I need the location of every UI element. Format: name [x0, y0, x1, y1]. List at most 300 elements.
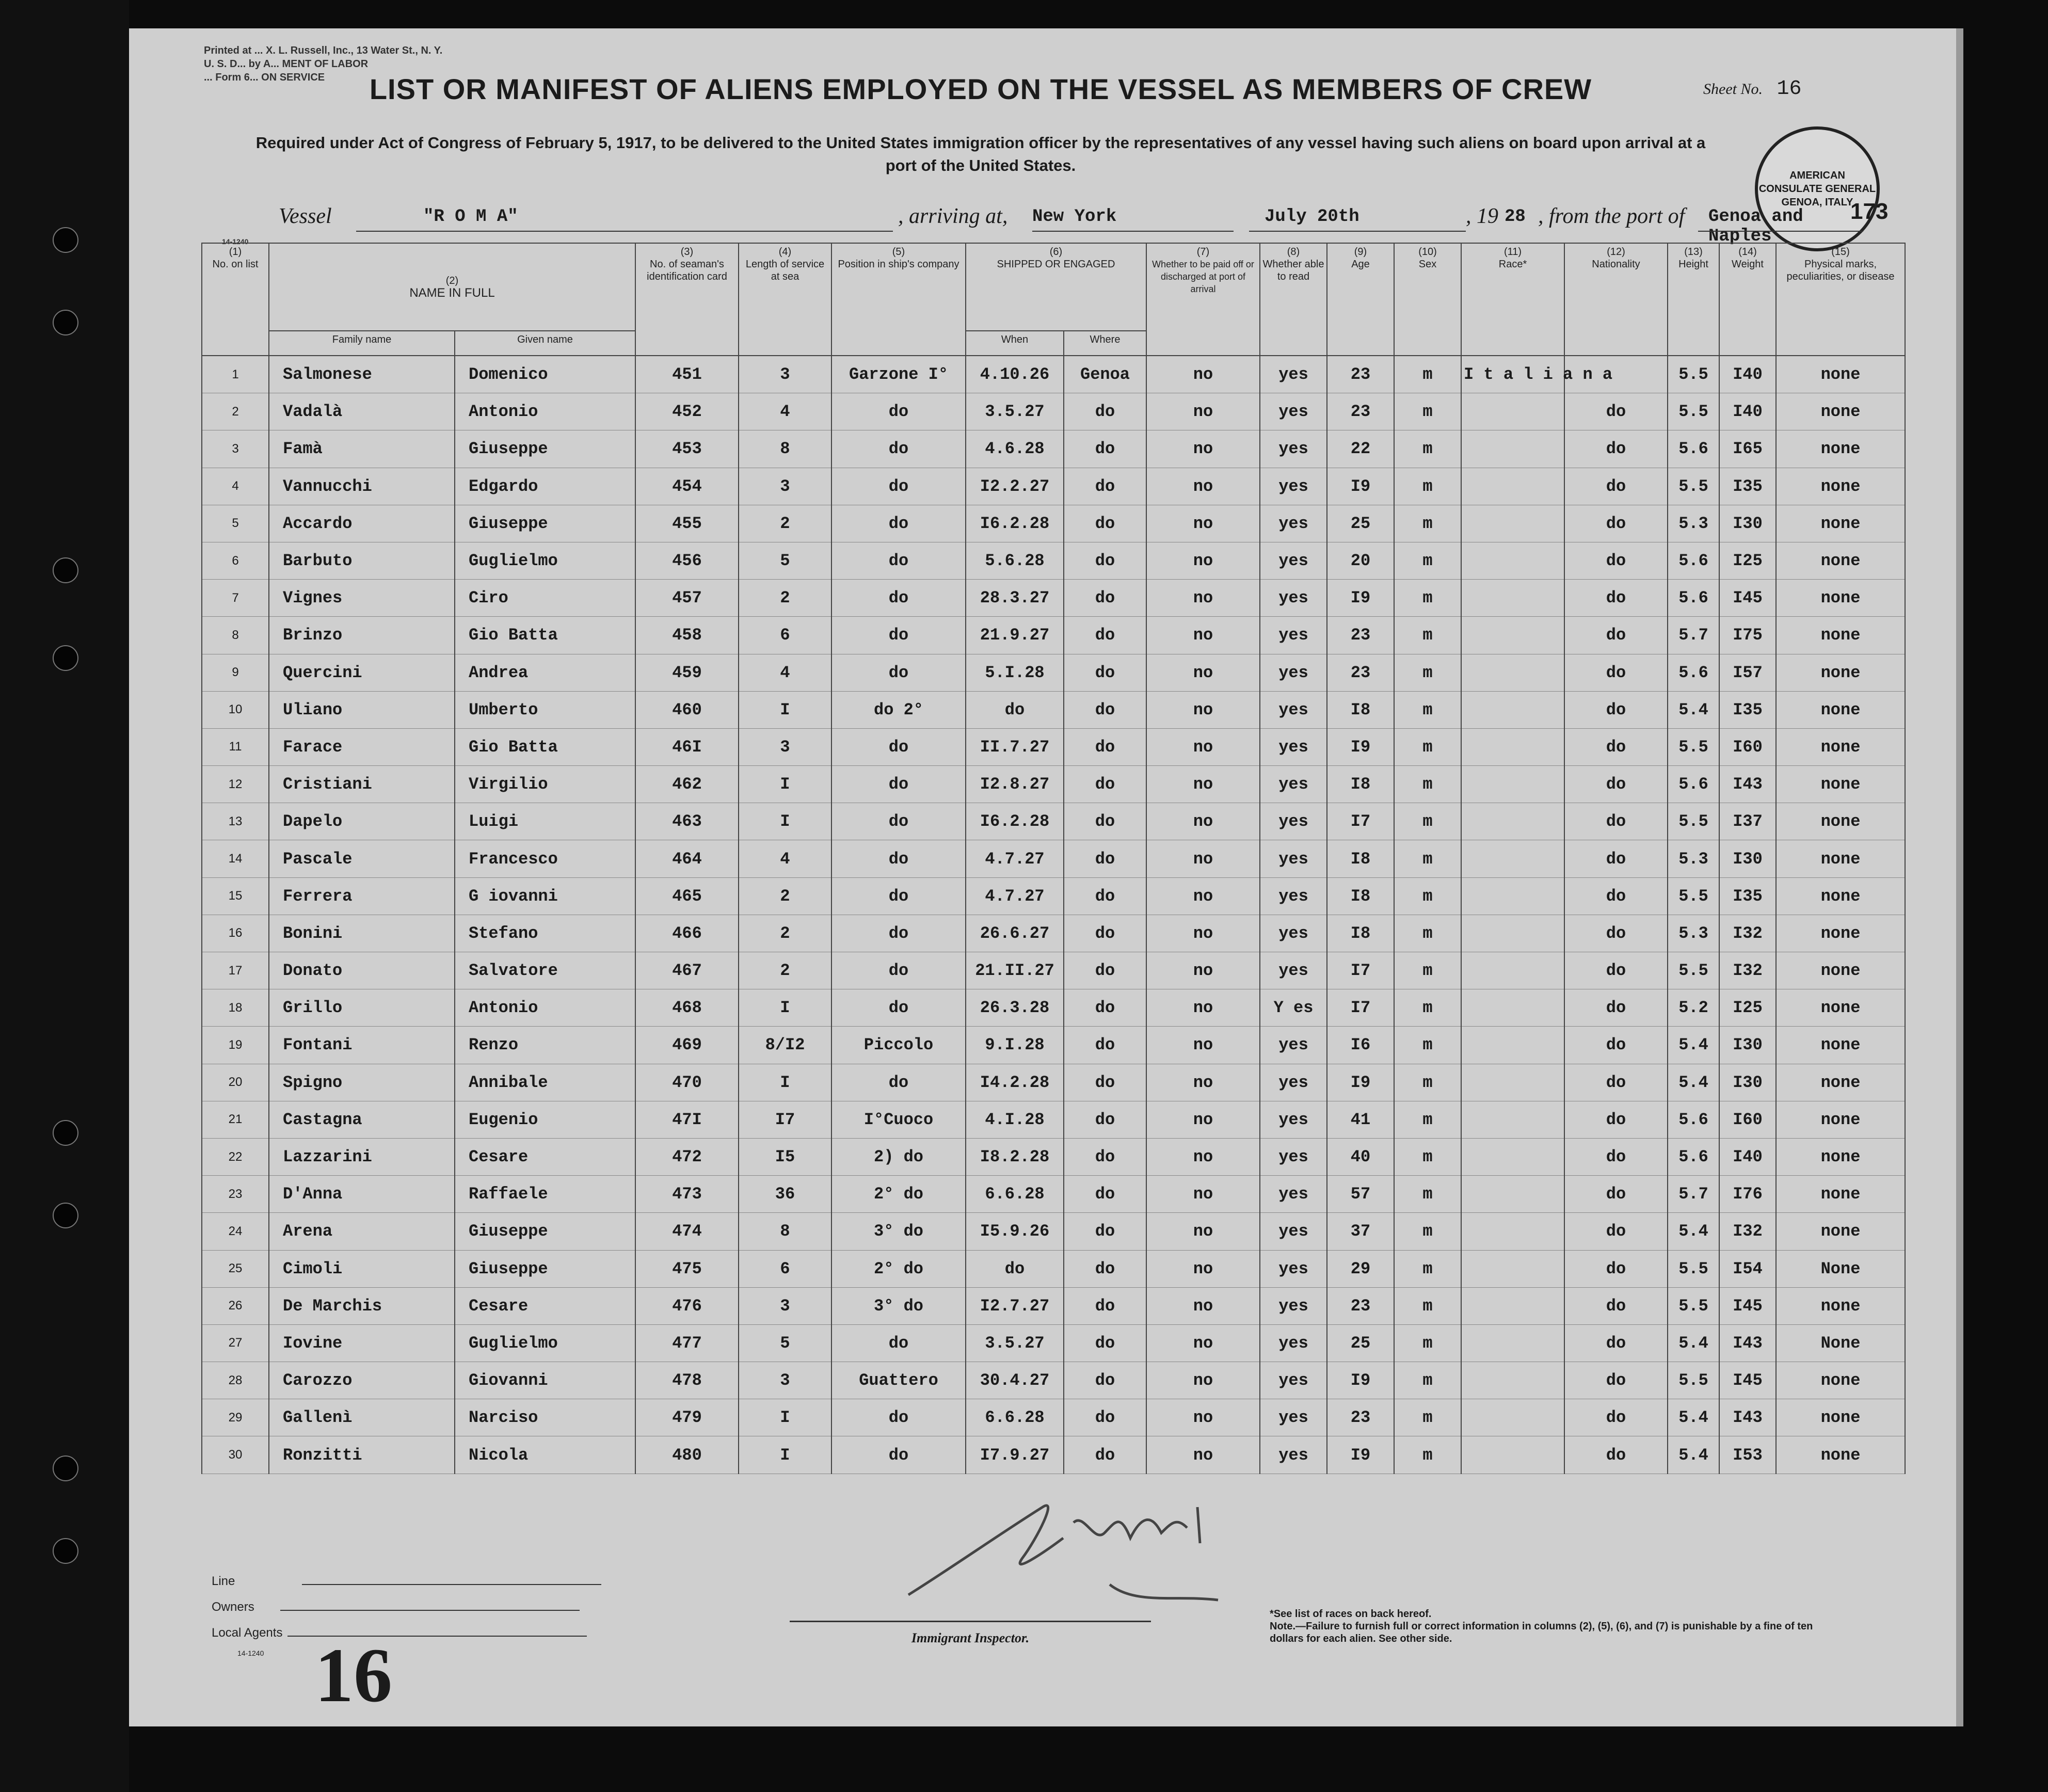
- col-family-header: Family name: [269, 331, 455, 356]
- card-number: 464: [635, 840, 739, 877]
- service-length: I: [739, 766, 831, 803]
- col-no-header: (1) No. on list: [202, 243, 269, 356]
- nationality: do: [1564, 1399, 1668, 1436]
- height: 5.6: [1668, 1101, 1719, 1138]
- height: 5.5: [1668, 952, 1719, 989]
- shipped-where: do: [1064, 1176, 1146, 1213]
- family-name: Arena: [269, 1213, 455, 1250]
- col-service-header: (4) Length of service at sea: [739, 243, 831, 356]
- nationality: do: [1564, 468, 1668, 505]
- race: [1461, 877, 1564, 915]
- service-length: I: [739, 1399, 831, 1436]
- crew-row: [202, 1064, 1905, 1101]
- service-length: 3: [739, 728, 831, 765]
- service-length: 5: [739, 542, 831, 579]
- nationality: do: [1564, 1138, 1668, 1175]
- card-number: 459: [635, 654, 739, 691]
- binder-edge: [0, 0, 129, 1792]
- given-name: Stefano: [455, 915, 635, 952]
- shipped-when: 28.3.27: [966, 580, 1064, 617]
- shipped-when: II.7.27: [966, 728, 1064, 765]
- paid-off: no: [1146, 1027, 1260, 1064]
- physical-marks: none: [1776, 1287, 1905, 1324]
- shipped-when: do: [966, 691, 1064, 728]
- shipped-where: do: [1064, 580, 1146, 617]
- sex: m: [1394, 1213, 1461, 1250]
- able-to-read: yes: [1260, 1287, 1327, 1324]
- nationality: do: [1564, 580, 1668, 617]
- nationality: do: [1564, 1101, 1668, 1138]
- family-name: Accardo: [269, 505, 455, 542]
- nationality: do: [1564, 1176, 1668, 1213]
- physical-marks: none: [1776, 1064, 1905, 1101]
- shipped-when: do: [966, 1250, 1064, 1287]
- weight: I76: [1719, 1176, 1776, 1213]
- crew-row: [202, 1138, 1905, 1175]
- shipped-when: 3.5.27: [966, 393, 1064, 430]
- height: 5.4: [1668, 1027, 1719, 1064]
- shipped-where: do: [1064, 1287, 1146, 1324]
- age: I9: [1327, 728, 1394, 765]
- family-name: Salmonese: [269, 356, 455, 393]
- service-length: 4: [739, 840, 831, 877]
- family-name: Barbuto: [269, 542, 455, 579]
- shipped-where: do: [1064, 840, 1146, 877]
- given-name: Raffaele: [455, 1176, 635, 1213]
- service-length: I7: [739, 1101, 831, 1138]
- age: I7: [1327, 803, 1394, 840]
- given-name: Giuseppe: [455, 430, 635, 468]
- shipped-when: I6.2.28: [966, 505, 1064, 542]
- physical-marks: none: [1776, 505, 1905, 542]
- weight: I30: [1719, 505, 1776, 542]
- department-line: U. S. D... by A... MENT OF LABOR: [204, 58, 369, 70]
- nationality: do: [1564, 766, 1668, 803]
- service-length: I5: [739, 1138, 831, 1175]
- family-name: De Marchis: [269, 1287, 455, 1324]
- row-number: 7: [202, 580, 269, 617]
- card-number: 457: [635, 580, 739, 617]
- nationality: do: [1564, 505, 1668, 542]
- race: [1461, 1176, 1564, 1213]
- races-note: *See list of races on back hereof.: [1270, 1608, 1432, 1620]
- position: do: [831, 803, 966, 840]
- height: 5.5: [1668, 877, 1719, 915]
- row-number: 2: [202, 393, 269, 430]
- paid-off: no: [1146, 989, 1260, 1027]
- weight: I25: [1719, 542, 1776, 579]
- able-to-read: yes: [1260, 1138, 1327, 1175]
- nationality: do: [1564, 989, 1668, 1027]
- family-name: Bonini: [269, 915, 455, 952]
- sheet-number-value: 16: [1777, 77, 1802, 101]
- service-length: 8/I2: [739, 1027, 831, 1064]
- paid-off: no: [1146, 1176, 1260, 1213]
- row-number: 29: [202, 1399, 269, 1436]
- card-number: 458: [635, 617, 739, 654]
- able-to-read: yes: [1260, 1250, 1327, 1287]
- given-name: Edgardo: [455, 468, 635, 505]
- paid-off: no: [1146, 915, 1260, 952]
- position: do: [831, 728, 966, 765]
- nationality: do: [1564, 1324, 1668, 1362]
- age: 23: [1327, 654, 1394, 691]
- shipped-when: 5.6.28: [966, 542, 1064, 579]
- arriving-underline: [1032, 231, 1234, 232]
- height: 5.5: [1668, 1362, 1719, 1399]
- row-number: 30: [202, 1436, 269, 1474]
- crew-row: [202, 1027, 1905, 1064]
- paid-off: no: [1146, 430, 1260, 468]
- position: 2° do: [831, 1250, 966, 1287]
- shipped-where: do: [1064, 1399, 1146, 1436]
- crew-row: [202, 1436, 1905, 1474]
- crew-row: [202, 766, 1905, 803]
- family-name: D'Anna: [269, 1176, 455, 1213]
- nationality: do: [1564, 393, 1668, 430]
- row-number: 4: [202, 468, 269, 505]
- shipped-when: 6.6.28: [966, 1399, 1064, 1436]
- given-name: Giuseppe: [455, 1250, 635, 1287]
- vessel-underline: [356, 231, 893, 232]
- card-number: 465: [635, 877, 739, 915]
- row-number: 19: [202, 1027, 269, 1064]
- sex: m: [1394, 1362, 1461, 1399]
- race: [1461, 1324, 1564, 1362]
- sex: m: [1394, 654, 1461, 691]
- family-name: Quercini: [269, 654, 455, 691]
- given-name: Gio Batta: [455, 728, 635, 765]
- physical-marks: none: [1776, 654, 1905, 691]
- height: 5.4: [1668, 1324, 1719, 1362]
- stamp-number: 173: [1850, 199, 1889, 224]
- crew-row: [202, 580, 1905, 617]
- shipped-where: do: [1064, 1138, 1146, 1175]
- card-number: 478: [635, 1362, 739, 1399]
- sex: m: [1394, 1250, 1461, 1287]
- crew-row: [202, 1250, 1905, 1287]
- card-number: 46I: [635, 728, 739, 765]
- able-to-read: yes: [1260, 952, 1327, 989]
- row-number: 26: [202, 1287, 269, 1324]
- height: 5.3: [1668, 840, 1719, 877]
- position: 3° do: [831, 1213, 966, 1250]
- able-to-read: yes: [1260, 1213, 1327, 1250]
- row-number: 20: [202, 1064, 269, 1101]
- crew-row: [202, 430, 1905, 468]
- age: 23: [1327, 1287, 1394, 1324]
- page-title: LIST OR MANIFEST OF ALIENS EMPLOYED ON THE VESSEL AS MEMBERS OF CREW: [369, 73, 1592, 105]
- card-number: 480: [635, 1436, 739, 1474]
- able-to-read: yes: [1260, 877, 1327, 915]
- weight: I25: [1719, 989, 1776, 1027]
- paid-off: no: [1146, 877, 1260, 915]
- age: 40: [1327, 1138, 1394, 1175]
- able-to-read: yes: [1260, 803, 1327, 840]
- paid-off: no: [1146, 468, 1260, 505]
- physical-marks: none: [1776, 468, 1905, 505]
- printer-line: Printed at ... X. L. Russell, Inc., 13 Water St., N. Y.: [204, 45, 443, 56]
- vessel-label: Vessel: [279, 204, 332, 228]
- sex: m: [1394, 1027, 1461, 1064]
- shipped-when: I2.8.27: [966, 766, 1064, 803]
- shipped-when: I4.2.28: [966, 1064, 1064, 1101]
- weight: I35: [1719, 691, 1776, 728]
- from-underline: [1698, 231, 1863, 232]
- crew-row: [202, 1213, 1905, 1250]
- race: [1461, 580, 1564, 617]
- physical-marks: none: [1776, 1101, 1905, 1138]
- weight: I45: [1719, 1287, 1776, 1324]
- weight: I43: [1719, 1324, 1776, 1362]
- arriving-port: New York: [1032, 207, 1117, 227]
- paid-off: no: [1146, 1324, 1260, 1362]
- service-length: 3: [739, 1362, 831, 1399]
- nationality: do: [1564, 542, 1668, 579]
- physical-marks: none: [1776, 691, 1905, 728]
- row-number: 28: [202, 1362, 269, 1399]
- position: I°Cuoco: [831, 1101, 966, 1138]
- able-to-read: yes: [1260, 1176, 1327, 1213]
- sex: m: [1394, 430, 1461, 468]
- age: 23: [1327, 1399, 1394, 1436]
- nationality: do: [1564, 803, 1668, 840]
- weight: I54: [1719, 1250, 1776, 1287]
- race: [1461, 542, 1564, 579]
- weight: I30: [1719, 840, 1776, 877]
- sex: m: [1394, 1138, 1461, 1175]
- col-race-header: (11) Race*: [1461, 243, 1564, 356]
- nationality: do: [1564, 952, 1668, 989]
- service-length: 2: [739, 580, 831, 617]
- family-name: Uliano: [269, 691, 455, 728]
- date-underline: [1249, 231, 1466, 232]
- inspector-signature: [888, 1476, 1280, 1621]
- family-name: Castagna: [269, 1101, 455, 1138]
- sex: m: [1394, 1324, 1461, 1362]
- weight: I40: [1719, 356, 1776, 393]
- physical-marks: None: [1776, 1250, 1905, 1287]
- able-to-read: yes: [1260, 1399, 1327, 1436]
- shipped-where: do: [1064, 1027, 1146, 1064]
- given-name: Giuseppe: [455, 1213, 635, 1250]
- shipped-where: do: [1064, 691, 1146, 728]
- race: [1461, 803, 1564, 840]
- col-given-header: Given name: [455, 331, 635, 356]
- weight: I40: [1719, 1138, 1776, 1175]
- service-length: 5: [739, 1324, 831, 1362]
- vessel-name: "R O M A": [423, 207, 518, 227]
- sex: m: [1394, 356, 1461, 393]
- crew-row: [202, 840, 1905, 877]
- race: [1461, 1027, 1564, 1064]
- given-name: Antonio: [455, 393, 635, 430]
- row-number: 6: [202, 542, 269, 579]
- service-length: I: [739, 1064, 831, 1101]
- race: [1461, 617, 1564, 654]
- crew-row: [202, 1287, 1905, 1324]
- col-nationality-header: (12) Nationality: [1564, 243, 1668, 356]
- inspector-label: Immigrant Inspector.: [790, 1621, 1151, 1646]
- sheet-number-label: Sheet No.: [1703, 81, 1763, 98]
- nationality: do: [1564, 430, 1668, 468]
- weight: I53: [1719, 1436, 1776, 1474]
- shipped-when: 30.4.27: [966, 1362, 1064, 1399]
- card-number: 460: [635, 691, 739, 728]
- shipped-where: do: [1064, 468, 1146, 505]
- service-length: 6: [739, 1250, 831, 1287]
- shipped-when: 4.7.27: [966, 877, 1064, 915]
- arriving-label: , arriving at,: [898, 204, 1008, 228]
- weight: I57: [1719, 654, 1776, 691]
- row-number: 24: [202, 1213, 269, 1250]
- position: do: [831, 468, 966, 505]
- physical-marks: none: [1776, 1176, 1905, 1213]
- height: 5.7: [1668, 1176, 1719, 1213]
- sex: m: [1394, 989, 1461, 1027]
- physical-marks: none: [1776, 803, 1905, 840]
- age: 29: [1327, 1250, 1394, 1287]
- race: [1461, 1213, 1564, 1250]
- sex: m: [1394, 952, 1461, 989]
- crew-row: [202, 393, 1905, 430]
- shipped-where: do: [1064, 1324, 1146, 1362]
- crew-row: [202, 468, 1905, 505]
- paid-off: no: [1146, 1399, 1260, 1436]
- shipped-when: 4.10.26: [966, 356, 1064, 393]
- age: 41: [1327, 1101, 1394, 1138]
- able-to-read: yes: [1260, 356, 1327, 393]
- age: I9: [1327, 1362, 1394, 1399]
- shipped-when: 6.6.28: [966, 1176, 1064, 1213]
- weight: I35: [1719, 468, 1776, 505]
- nationality: do: [1564, 1213, 1668, 1250]
- shipped-when: 4.6.28: [966, 430, 1064, 468]
- able-to-read: yes: [1260, 1324, 1327, 1362]
- physical-marks: none: [1776, 1362, 1905, 1399]
- given-name: Annibale: [455, 1064, 635, 1101]
- shipped-when: 21.II.27: [966, 952, 1064, 989]
- shipped-where: do: [1064, 989, 1146, 1027]
- age: 23: [1327, 393, 1394, 430]
- sex: m: [1394, 1436, 1461, 1474]
- physical-marks: none: [1776, 580, 1905, 617]
- paid-off: no: [1146, 766, 1260, 803]
- given-name: Guglielmo: [455, 1324, 635, 1362]
- arrival-date: July 20th: [1265, 207, 1359, 227]
- age: I9: [1327, 468, 1394, 505]
- sex: m: [1394, 1399, 1461, 1436]
- given-name: Renzo: [455, 1027, 635, 1064]
- shipped-where: do: [1064, 1436, 1146, 1474]
- card-number: 472: [635, 1138, 739, 1175]
- shipped-when: 4.7.27: [966, 840, 1064, 877]
- form-number: 14-1240: [222, 237, 249, 246]
- service-length: 3: [739, 468, 831, 505]
- service-length: 6: [739, 617, 831, 654]
- shipped-where: do: [1064, 803, 1146, 840]
- able-to-read: yes: [1260, 654, 1327, 691]
- age: I7: [1327, 989, 1394, 1027]
- physical-marks: none: [1776, 840, 1905, 877]
- vessel-info: [279, 204, 1863, 246]
- able-to-read: yes: [1260, 1436, 1327, 1474]
- age: I6: [1327, 1027, 1394, 1064]
- line-field: [212, 1574, 601, 1589]
- weight: I43: [1719, 766, 1776, 803]
- service-length: 3: [739, 356, 831, 393]
- footer-notes: [1270, 1608, 1837, 1645]
- height: 5.5: [1668, 468, 1719, 505]
- paid-off: no: [1146, 952, 1260, 989]
- shipped-when: 21.9.27: [966, 617, 1064, 654]
- race: I t a l i a n a: [1461, 356, 1564, 393]
- height: 5.4: [1668, 1436, 1719, 1474]
- able-to-read: yes: [1260, 617, 1327, 654]
- sex: m: [1394, 691, 1461, 728]
- binder-hole: [53, 1538, 78, 1564]
- crew-manifest-table: [201, 243, 1906, 1474]
- position: Piccolo: [831, 1027, 966, 1064]
- race: [1461, 1287, 1564, 1324]
- family-name: Famà: [269, 430, 455, 468]
- able-to-read: yes: [1260, 1101, 1327, 1138]
- weight: I45: [1719, 580, 1776, 617]
- nationality: do: [1564, 1027, 1668, 1064]
- binder-hole: [53, 227, 78, 253]
- row-number: 18: [202, 989, 269, 1027]
- service-length: 3: [739, 1287, 831, 1324]
- line-label: Line: [212, 1574, 235, 1588]
- family-name: Grillo: [269, 989, 455, 1027]
- height: 5.5: [1668, 356, 1719, 393]
- row-number: 12: [202, 766, 269, 803]
- given-name: Domenico: [455, 356, 635, 393]
- height: 5.6: [1668, 430, 1719, 468]
- position: do: [831, 580, 966, 617]
- shipped-where: do: [1064, 654, 1146, 691]
- age: I8: [1327, 840, 1394, 877]
- paid-off: no: [1146, 1138, 1260, 1175]
- service-length: 2: [739, 952, 831, 989]
- physical-marks: none: [1776, 430, 1905, 468]
- row-number: 25: [202, 1250, 269, 1287]
- row-number: 14: [202, 840, 269, 877]
- height: 5.5: [1668, 728, 1719, 765]
- card-number: 454: [635, 468, 739, 505]
- weight: I60: [1719, 728, 1776, 765]
- height: 5.4: [1668, 691, 1719, 728]
- shipped-where: do: [1064, 766, 1146, 803]
- age: I9: [1327, 1436, 1394, 1474]
- height: 5.6: [1668, 766, 1719, 803]
- card-number: 452: [635, 393, 739, 430]
- race: [1461, 1138, 1564, 1175]
- given-name: Eugenio: [455, 1101, 635, 1138]
- service-length: 36: [739, 1176, 831, 1213]
- race: [1461, 1399, 1564, 1436]
- physical-marks: none: [1776, 915, 1905, 952]
- family-name: Pascale: [269, 840, 455, 877]
- given-name: Ciro: [455, 580, 635, 617]
- sheet-big-number: 16: [315, 1633, 392, 1718]
- shipped-when: 26.3.28: [966, 989, 1064, 1027]
- paid-off: no: [1146, 393, 1260, 430]
- physical-marks: none: [1776, 356, 1905, 393]
- age: 25: [1327, 505, 1394, 542]
- position: Guattero: [831, 1362, 966, 1399]
- height: 5.6: [1668, 1138, 1719, 1175]
